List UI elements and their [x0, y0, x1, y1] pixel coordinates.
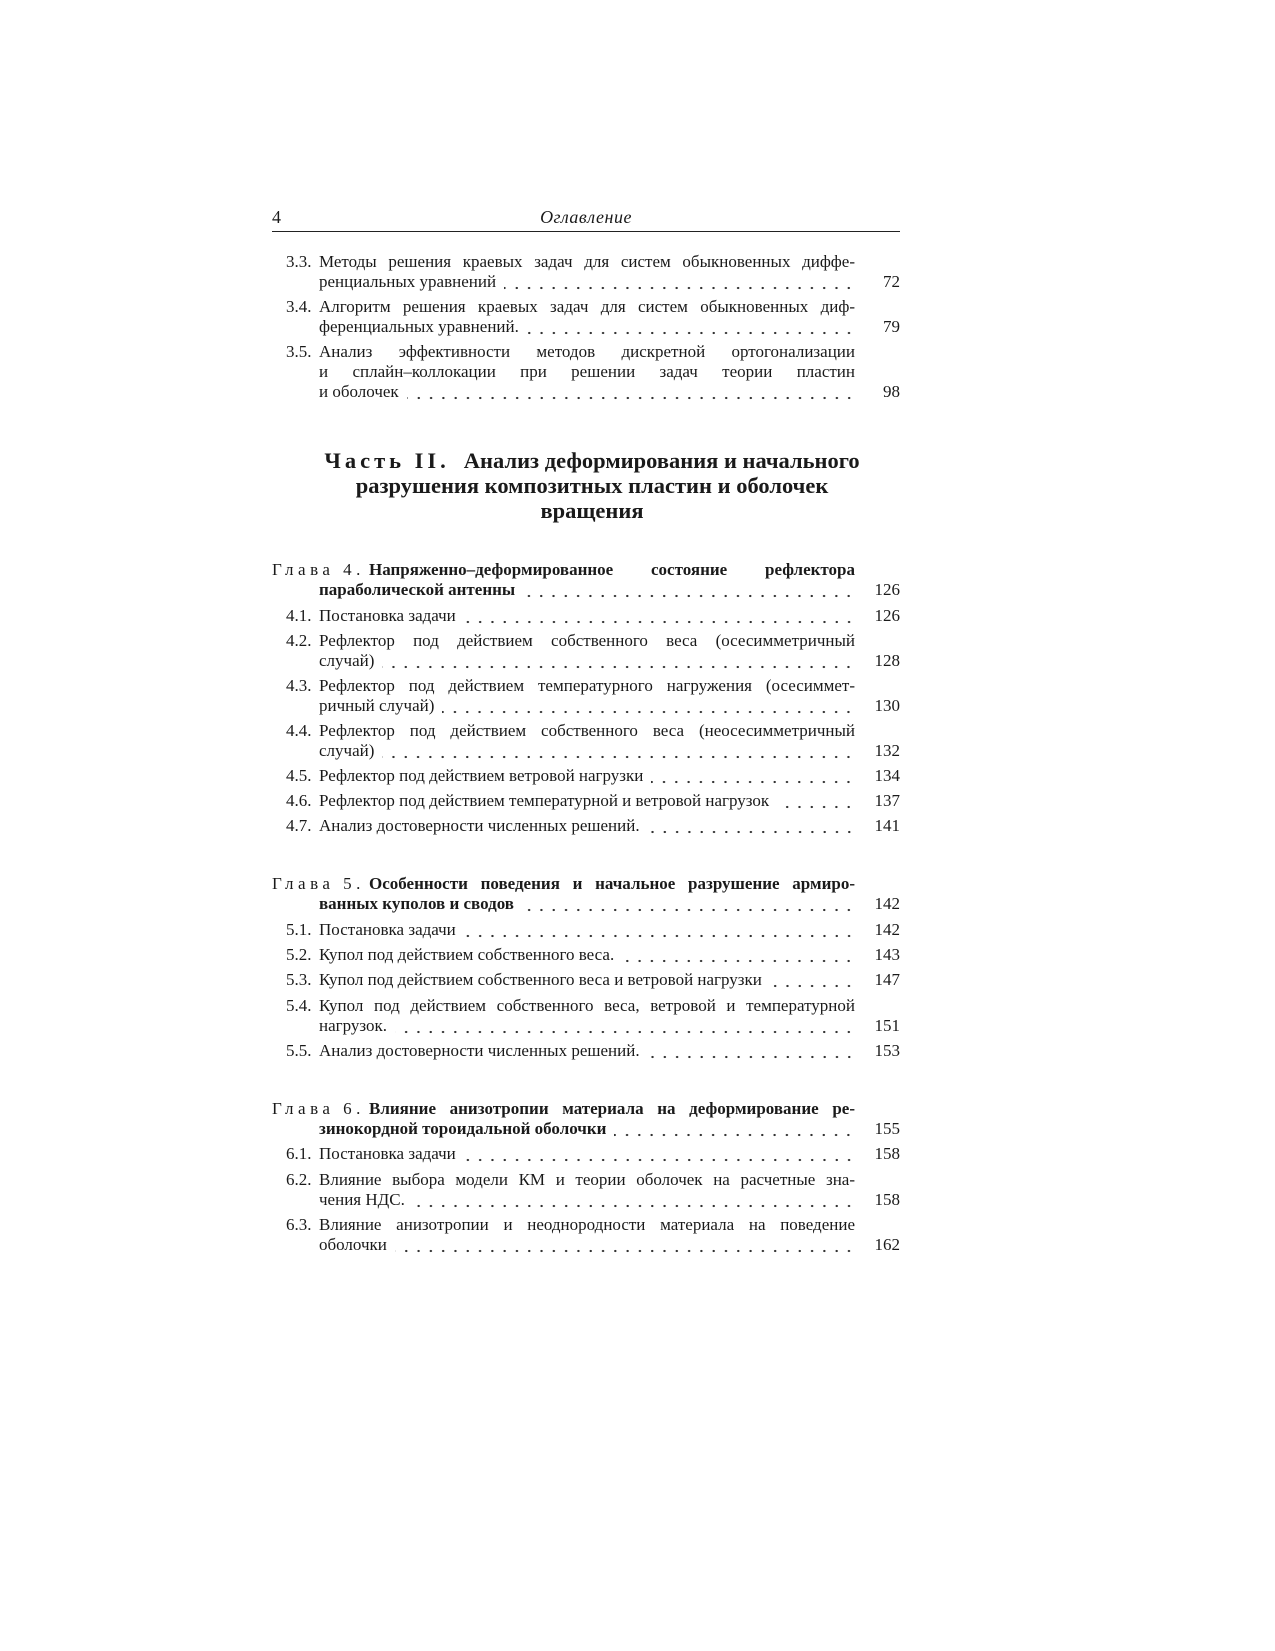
toc-section-entry[interactable] [272, 342, 900, 401]
toc-entry-title: ренциальных уравнений [319, 271, 497, 291]
toc-entry-line [272, 766, 900, 786]
toc-page-number: 142 [874, 893, 900, 913]
toc-entry-text [319, 945, 855, 965]
toc-section-entry[interactable] [272, 920, 900, 940]
toc-entry-number: 5.3. [286, 970, 312, 989]
toc-page-number: 158 [874, 1144, 900, 1163]
toc-entry-number: 4.4. [286, 721, 312, 740]
part-label: Часть II. [324, 448, 450, 473]
leader-dots [614, 1119, 855, 1139]
toc-entry-line [272, 1144, 900, 1164]
leader-dots [395, 1235, 855, 1255]
toc-section-entry[interactable] [272, 996, 900, 1036]
toc-entry-title: Постановка задачи [319, 920, 456, 939]
toc-entry-text [319, 1016, 855, 1036]
toc-section-entry[interactable] [272, 945, 900, 965]
toc-entry-text [319, 894, 855, 914]
toc-section-entry[interactable] [272, 791, 900, 811]
toc-entry-number: 5.1. [286, 920, 312, 939]
toc-entry-title: Постановка задачи [319, 606, 456, 625]
toc-entry-number: 5.5. [286, 1041, 312, 1060]
toc-entry-text [319, 816, 855, 836]
toc-section-entry[interactable] [272, 1041, 900, 1061]
toc-entry-number: 5.2. [286, 945, 312, 964]
leader-dots [407, 382, 855, 402]
toc-entry-line [272, 580, 900, 600]
toc-page-number: 130 [874, 695, 900, 715]
toc-entry-text [319, 651, 855, 671]
part-title-line: вращения [540, 498, 644, 523]
toc-entry-text [319, 272, 855, 292]
toc-entry-text [319, 696, 855, 716]
toc-entry-line [272, 1215, 900, 1235]
toc-page-number: 79 [883, 316, 900, 336]
leader-dots [464, 920, 855, 940]
toc-entry-title: параболической антенны [319, 579, 516, 599]
toc-entry-number: 4.7. [286, 816, 312, 835]
toc-page-number: 151 [874, 1015, 900, 1035]
toc-section-entry[interactable] [272, 1144, 900, 1164]
toc-entry-text [319, 1190, 855, 1210]
toc-entry-title: Анализ достоверности численных решений. [319, 1041, 640, 1060]
toc-entry-text [319, 741, 855, 761]
toc-page-number: 137 [874, 791, 900, 810]
leader-dots [413, 1190, 855, 1210]
toc-page-number: 153 [874, 1041, 900, 1060]
running-title: Оглавление [540, 207, 632, 227]
toc-entry-text [319, 297, 855, 317]
toc-entry-title: ванных куполов и сводов [319, 893, 514, 913]
toc-entry-title: Влияние анизотропии и неоднородности материала на поведение [319, 1215, 855, 1234]
toc-page-number: 158 [874, 1189, 900, 1209]
toc-entry-title: Напряженно–деформированное состояние рефлектора [369, 560, 855, 579]
toc-entry-text [319, 920, 855, 940]
toc-page-number: 126 [874, 606, 900, 625]
toc-entry-line [272, 874, 900, 894]
toc-entry-title: Постановка задачи [319, 1144, 456, 1163]
toc-entry-title: Рефлектор под действием собственного веса (неосесимметричный [319, 721, 855, 740]
toc-page-number: 134 [874, 766, 900, 785]
toc-entry-number: Глава 5. [272, 874, 365, 893]
toc-entry-line [272, 651, 900, 671]
toc-entry-text [319, 1170, 855, 1190]
toc-entry-title: случай) [319, 740, 375, 760]
toc-page-number: 126 [874, 579, 900, 599]
toc-entry-line [272, 1099, 900, 1119]
toc-entry-line [272, 676, 900, 696]
leader-dots [527, 317, 855, 337]
toc-entry-title: случай) [319, 650, 375, 670]
leader-dots [442, 696, 855, 716]
toc-entry-number: 4.5. [286, 766, 312, 785]
toc-entry-line [272, 894, 900, 914]
part-title-line: Анализ деформирования и начального [463, 448, 860, 473]
toc-section-entry[interactable] [272, 721, 900, 761]
toc-entry-line [272, 1190, 900, 1210]
toc-entry-text [319, 606, 855, 626]
page-number: 4 [272, 207, 281, 227]
toc-entry-number: 6.1. [286, 1144, 312, 1163]
toc-entry-text [319, 721, 855, 741]
part-heading [272, 448, 912, 523]
toc-entry-title: Купол под действием собственного веса, ветровой и температурной [319, 996, 855, 1015]
toc-entry-title: Рефлектор под действием температурной и ветровой нагрузок [319, 791, 770, 810]
toc-entry-text [319, 766, 855, 786]
toc-section-entry[interactable] [272, 816, 900, 836]
toc-entry-number: Глава 4. [272, 560, 365, 579]
leader-dots [523, 580, 855, 600]
leader-dots [648, 816, 855, 836]
toc-entry-title: Рефлектор под действием температурного нагружения (осесиммет- [319, 676, 855, 695]
toc-chapter-entry[interactable] [272, 560, 900, 600]
toc-entry-title: Рефлектор под действием собственного веса (осесимметричный [319, 631, 855, 650]
toc-entry-text [369, 560, 855, 580]
toc-section-entry[interactable] [272, 766, 900, 786]
toc-entry-line [272, 297, 900, 317]
toc-entry-number: 4.6. [286, 791, 312, 810]
toc-entry-line [272, 1041, 900, 1061]
toc-entry-text [319, 631, 855, 651]
toc-entry-text [319, 791, 855, 811]
toc-chapter-entry[interactable] [272, 1099, 900, 1139]
toc-entry-title: ричный случай) [319, 695, 435, 715]
toc-page-number: 142 [874, 920, 900, 939]
toc-entry-text [369, 874, 855, 894]
toc-entry-line [272, 272, 900, 292]
leader-dots [651, 766, 855, 786]
leader-dots [395, 1016, 855, 1036]
toc-section-entry[interactable] [272, 297, 900, 337]
toc-entry-title: и сплайн–коллокации при решении задач теории пластин [319, 361, 855, 381]
toc-section-entry[interactable] [272, 1215, 900, 1255]
toc-page-number: 98 [883, 381, 900, 401]
toc-section-entry[interactable] [272, 1170, 900, 1210]
toc-entry-number: 3.5. [286, 342, 312, 361]
toc-entry-line [272, 920, 900, 940]
toc-entry-line [272, 741, 900, 761]
leader-dots [464, 1144, 855, 1164]
leader-dots [504, 272, 855, 292]
toc-page-number: 162 [874, 1234, 900, 1254]
leader-dots [382, 651, 855, 671]
leader-dots [770, 970, 855, 990]
toc-entry-text [319, 996, 855, 1016]
toc-entry-line [272, 1170, 900, 1190]
toc-entry-title: Рефлектор под действием ветровой нагрузки [319, 766, 644, 785]
toc-section-entry[interactable] [272, 252, 900, 292]
toc-entry-number: 3.3. [286, 252, 312, 271]
toc-page-number: 128 [874, 650, 900, 670]
toc-entry-line [272, 970, 900, 990]
toc-section-entry[interactable] [272, 676, 900, 716]
toc-entry-title: и оболочек [319, 381, 399, 401]
leader-dots [522, 894, 855, 914]
toc-entry-text [369, 1099, 855, 1119]
toc-entry-title: ференциальных уравнений. [319, 316, 519, 336]
toc-section-entry[interactable] [272, 606, 900, 626]
leader-dots [648, 1041, 855, 1061]
leader-dots [777, 791, 855, 811]
toc-entry-number: 3.4. [286, 297, 312, 316]
toc-entry-number: 6.3. [286, 1215, 312, 1234]
toc-page-number: 147 [874, 970, 900, 989]
toc-entry-title: Анализ достоверности численных решений. [319, 816, 640, 835]
toc-page-number: 132 [874, 740, 900, 760]
toc-entry-title: Методы решения краевых задач для систем обыкновенных диффе- [319, 252, 855, 271]
toc-entry-title: Влияние выбора модели КМ и теории оболочек на расчетные зна- [319, 1170, 855, 1189]
toc-entry-title: зинокордной тороидальной оболочки [319, 1118, 607, 1138]
toc-entry-line [272, 945, 900, 965]
toc-entry-line [272, 362, 900, 382]
toc-entry-number: 4.1. [286, 606, 312, 625]
toc-page-number: 155 [874, 1118, 900, 1138]
toc-entry-title: Купол под действием собственного веса. [319, 945, 615, 964]
toc-entry-text [319, 1215, 855, 1235]
toc-entry-title: Особенности поведения и начальное разрушение армиро- [369, 874, 855, 893]
toc-entry-title: Анализ эффективности методов дискретной ортогонализации [319, 342, 855, 361]
toc-entry-title: оболочки [319, 1234, 387, 1254]
toc-entry-title: Купол под действием собственного веса и ветровой нагрузки [319, 970, 762, 989]
toc-entry-text [319, 970, 855, 990]
toc-entry-line [272, 631, 900, 651]
toc-entry-text [319, 580, 855, 600]
toc-entry-line [272, 996, 900, 1016]
toc-entry-text [319, 317, 855, 337]
toc-entry-text [319, 1144, 855, 1164]
toc-section-entry[interactable] [272, 970, 900, 990]
toc-entry-text [319, 676, 855, 696]
toc-entry-text [319, 342, 855, 362]
toc-entry-line [272, 560, 900, 580]
leader-dots [622, 945, 855, 965]
toc-entry-number: 6.2. [286, 1170, 312, 1189]
toc-page-number: 143 [874, 945, 900, 964]
toc-entry-text [319, 1235, 855, 1255]
toc-entry-text [319, 1041, 855, 1061]
header-rule [272, 231, 900, 232]
toc-entry-line [272, 816, 900, 836]
toc-entry-line [272, 721, 900, 741]
toc-entry-text [319, 252, 855, 272]
toc-entry-line [272, 317, 900, 337]
toc-entry-title: нагрузок. [319, 1015, 388, 1035]
toc-entry-line [272, 342, 900, 362]
toc-entry-title: чения НДС. [319, 1189, 405, 1209]
toc-page-number: 141 [874, 816, 900, 835]
toc-entry-line [272, 382, 900, 402]
toc-entry-title: Влияние анизотропии материала на деформирование ре- [369, 1099, 855, 1118]
toc-page-number: 72 [883, 271, 900, 291]
toc-entry-text [319, 382, 855, 402]
toc-entry-line [272, 1119, 900, 1139]
toc-entry-number: 5.4. [286, 996, 312, 1015]
toc-entry-line [272, 606, 900, 626]
toc-entry-line [272, 791, 900, 811]
toc-entry-line [272, 252, 900, 272]
toc-entry-text [319, 1119, 855, 1139]
toc-chapter-entry[interactable] [272, 874, 900, 914]
toc-entry-title: Алгоритм решения краевых задач для систем обыкновенных диф- [319, 297, 855, 316]
toc-entry-text [319, 362, 855, 382]
toc-entry-line [272, 1235, 900, 1255]
part-heading-line [272, 448, 912, 473]
toc-entry-number: Глава 6. [272, 1099, 365, 1118]
leader-dots [464, 606, 855, 626]
toc-entry-number: 4.3. [286, 676, 312, 695]
toc-section-entry[interactable] [272, 631, 900, 671]
part-title-line: разрушения композитных пластин и оболочек [355, 473, 829, 498]
toc-entry-line [272, 696, 900, 716]
toc-entry-line [272, 1016, 900, 1036]
leader-dots [382, 741, 855, 761]
toc-entry-number: 4.2. [286, 631, 312, 650]
